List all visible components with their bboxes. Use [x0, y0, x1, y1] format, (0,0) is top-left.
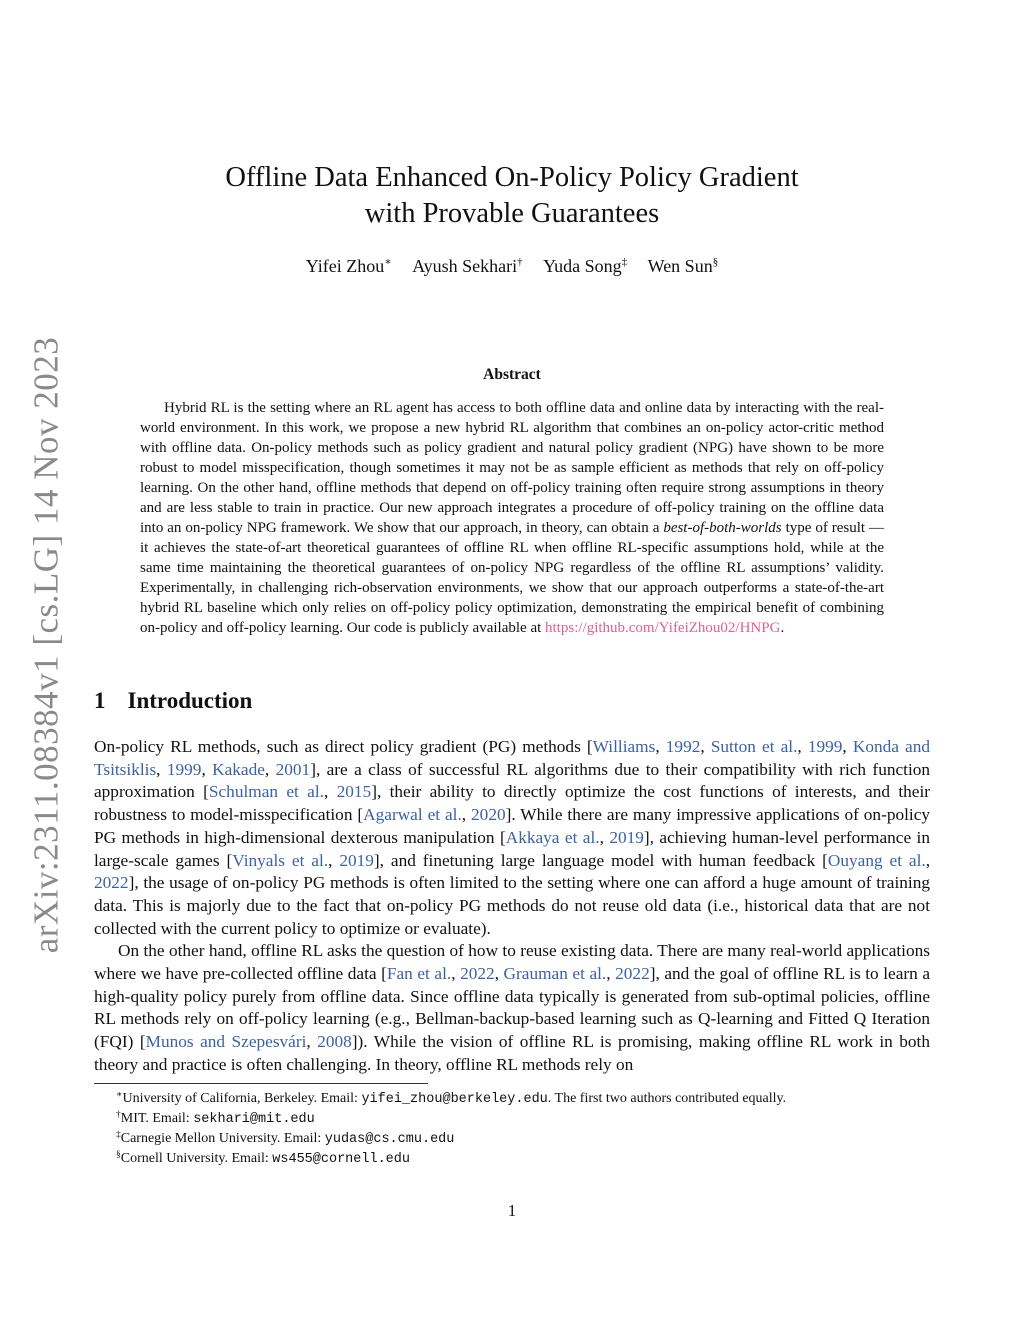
citation-year[interactable]: 2019 [339, 850, 374, 870]
author-3: Yuda Song‡ [543, 256, 628, 276]
author-1: Yifei Zhou∗ [305, 256, 392, 276]
citation-year[interactable]: 2022 [94, 873, 129, 893]
section-number: 1 [94, 688, 106, 713]
abstract-text: Hybrid RL is the setting where an RL agent has access to both offline data and online data by interacting with the real-world environment. In this work, we propose a new hybrid RL algorithm that combines an on-policy actor-critic method with offline data. On-policy methods such as policy gradient and natural policy gradient (NPG) have shown to be more robust to model misspecification, though sometimes it may not be as sample efficient as methods that rely on off-policy learning. On the other hand, offline methods that depend on off-policy training often require strong assumptions in theory and are less stable to train in practice. Our new approach integrates a procedure of off-policy training on the offline data into an on-policy NPG framework. We show that our approach, in theory, can obtain a best-of-both-worlds type of result — it achieves the state-of-art theoretical guarantees of offline RL when offline RL-specific assumptions hold, while at the same time maintaining the theoretical guarantees of on-policy NPG regardless of the offline RL assumptions’ validity. Experimentally, in challenging rich-observation environments, we show that our approach outperforms a state-of-the-art hybrid RL baseline which only relies on off-policy policy optimization, demonstrating the empirical benefit of combining on-policy and off-policy learning. Our code is publicly available at https://github.com/YifeiZhou02/HNPG. [140, 400, 884, 636]
citation-kakade[interactable]: Kakade [212, 759, 265, 779]
footnote-3: ‡Carnegie Mellon University. Email: yudas@cs.cmu.edu [116, 1130, 455, 1147]
email-song: yudas@cs.cmu.edu [324, 1132, 455, 1147]
citation-ouyang[interactable]: Ouyang et al. [827, 850, 926, 870]
citation-konda[interactable]: Konda and Tsitsiklis [94, 737, 930, 779]
footnote-4: §Cornell University. Email: ws455@cornell.edu [116, 1150, 410, 1167]
section-title: Introduction [127, 688, 253, 713]
citation-year[interactable]: 2022 [615, 964, 650, 984]
citation-munos[interactable]: Munos and Szepesvári [145, 1032, 307, 1052]
citation-akkaya[interactable]: Akkaya et al. [505, 827, 600, 847]
abstract-emphasis: best-of-both-worlds [663, 520, 782, 536]
email-sun: ws455@cornell.edu [272, 1152, 410, 1167]
citation-vinyals[interactable]: Vinyals et al. [232, 850, 329, 870]
citation-grauman[interactable]: Grauman et al. [503, 964, 607, 984]
email-zhou: yifei_zhou@berkeley.edu [361, 1092, 548, 1107]
citation-year[interactable]: 2019 [609, 827, 644, 847]
author-3-mark: ‡ [621, 256, 628, 268]
footnotes [116, 1089, 786, 1169]
citation-williams[interactable]: Williams [592, 737, 656, 756]
footnote-2: †MIT. Email: sekhari@mit.edu [116, 1110, 315, 1127]
citation-year[interactable]: 1999 [807, 737, 843, 756]
intro-paragraph-2: On the other hand, offline RL asks the question of how to reuse existing data. There are many real-world applications where we have pre-collected offline data [Fan et al., 2022, Grauman et al., 2022], and the goal of offline RL is to learn a high-quality policy purely from offline data. Since offline data typically is generated from sub-optimal policies, offline RL methods rely on off-policy learning (e.g., Bellman-backup-based learning such as Q-learning and Fitted Q Iteration (FQI) [Munos and Szepesvári, 2008]). While the vision of offline RL is promising, making offline RL work in both theory and practice is often challenging. In theory, offline RL methods rely on [94, 941, 931, 1074]
citation-year[interactable]: 2001 [275, 759, 311, 779]
introduction-body [94, 736, 930, 1077]
citation-agarwal[interactable]: Agarwal et al. [363, 805, 462, 825]
footnote-1: ∗University of California, Berkeley. Email: yifei_zhou@berkeley.edu. The first two authors contributed equally. [116, 1090, 787, 1107]
citation-year[interactable]: 1999 [166, 759, 202, 779]
author-4-mark: § [712, 256, 719, 268]
intro-paragraph-1: On-policy RL methods, such as direct policy gradient (PG) methods [Williams, 1992, Sutton et al., 1999, Konda and Tsitsiklis, 1999, Kakade, 2001], are a class of successful RL algorithms due to their compatibility with rich function approximation [Schulman et al., 2015], their ability to directly optimize the cost functions of interests, and their robustness to model-misspecification [Agarwal et al., 2020]. While there are many impressive applications of on-policy PG methods in high-dimensional dexterous manipulation [Akkaya et al., 2019], achieving human-level performance in large-scale games [Vinyals et al., 2019], and finetuning large language model with human feedback [Ouyang et al., 2022], the usage of on-policy PG methods is often limited to the setting where one can afford a huge amount of training data. This is majorly due to the fact that on-policy PG methods do not reuse old data (i.e., historical data that are not collected with the current policy to optimize or evaluate). [94, 737, 931, 938]
section-heading [94, 688, 252, 714]
paper-title [0, 160, 1024, 232]
arxiv-identifier: arXiv:2311.08384v1 [cs.LG] 14 Nov 2023 [26, 336, 66, 954]
email-sekhari: sekhari@mit.edu [193, 1112, 315, 1127]
citation-year[interactable]: 2022 [460, 964, 495, 984]
author-1-mark: ∗ [384, 256, 392, 268]
citation-year[interactable]: 1992 [665, 737, 701, 756]
citation-fan[interactable]: Fan et al. [386, 964, 452, 984]
author-4: Wen Sun§ [647, 256, 719, 276]
arxiv-sidebar [26, 336, 66, 954]
citation-sutton[interactable]: Sutton et al. [710, 737, 798, 756]
citation-year[interactable]: 2015 [336, 782, 372, 802]
author-2: Ayush Sekhari† [412, 256, 523, 276]
title-line-1: Offline Data Enhanced On-Policy Policy Gradient [225, 162, 799, 193]
citation-year[interactable]: 2008 [317, 1032, 352, 1052]
author-2-mark: † [517, 256, 523, 268]
citation-year[interactable]: 2020 [471, 805, 506, 825]
page-number: 1 [507, 1201, 517, 1220]
title-line-2: with Provable Guarantees [364, 198, 660, 229]
code-link[interactable]: https://github.com/YifeiZhou02/HNPG [545, 620, 781, 636]
author-list [0, 256, 1024, 277]
footnote-rule [94, 1083, 428, 1084]
citation-schulman[interactable]: Schulman et al. [208, 782, 324, 802]
abstract-heading: Abstract [483, 366, 541, 383]
